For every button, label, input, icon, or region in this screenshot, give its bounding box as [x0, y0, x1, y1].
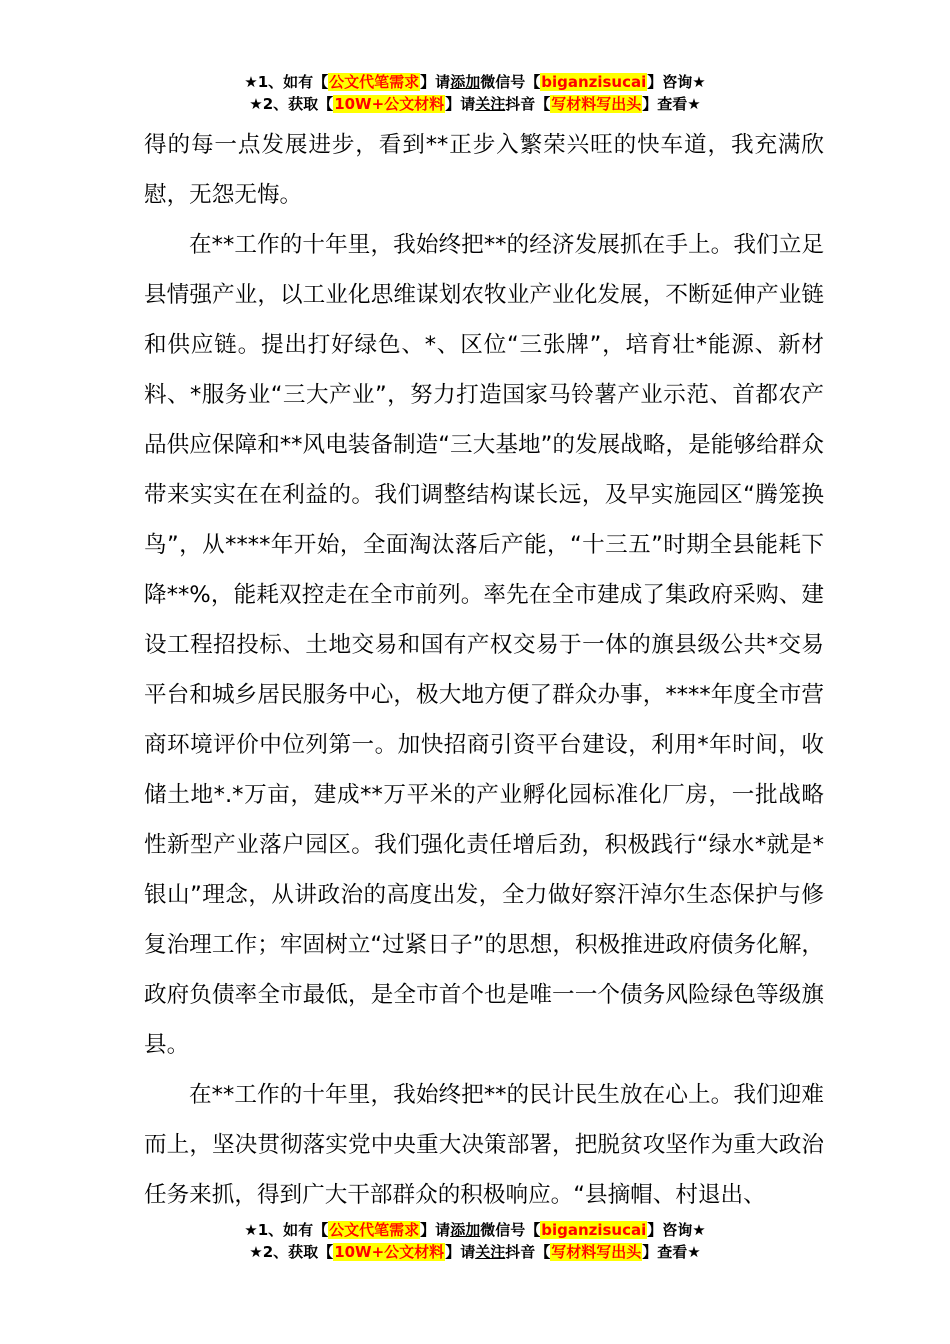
banner-highlight-wechat: biganzisucai [541, 73, 647, 91]
paragraph-livelihood: 在**工作的十年里，我始终把**的民计民生放在心上。我们迎难而上，坚决贯彻落实党中央重大决策部署，把脱贫攻坚作为重大政治任务来抓，得到广大干部群众的积极响应。“县摘帽、村退出、 [144, 1082, 824, 1208]
banner-line-1: ★1、如有【公文代笔需求】请添加微信号【biganzisucai】咨询★ [244, 73, 706, 91]
banner-highlight-materials: 10W+公文材料 [334, 1243, 445, 1261]
document-body [144, 120, 824, 1220]
footer-banner [0, 1219, 950, 1263]
banner-line-2: ★2、获取【10W+公文材料】请关注抖音【写材料写出头】查看★ [249, 95, 701, 113]
banner-highlight-service: 公文代笔需求 [329, 73, 420, 91]
banner-highlight-materials: 10W+公文材料 [334, 95, 445, 113]
banner-line-1: ★1、如有【公文代笔需求】请添加微信号【biganzisucai】咨询★ [244, 1221, 706, 1239]
header-banner [0, 71, 950, 115]
banner-highlight-douyin: 写材料写出头 [551, 1243, 642, 1261]
banner-highlight-douyin: 写材料写出头 [551, 95, 642, 113]
paragraph-continued: 得的每一点发展进步，看到**正步入繁荣兴旺的快车道，我充满欣慰，无怨无悔。 [144, 132, 824, 208]
paragraph-economy: 在**工作的十年里，我始终把**的经济发展抓在手上。我们立足县情强产业，以工业化思维谋划农牧业产业化发展，不断延伸产业链和供应链。提出打好绿色、*、区位“三张牌”，培育壮*能源、新材料、*服务业“三大产业”，努力打造国家马铃薯产业示范、首都农产品供应保障和**风电装备制造“三大基地”的发展战略，是能够给群众带来实实在在利益的。我们调整结构谋长远，及早实施园区“腾笼换鸟”，从****年开始，全面淘汰落后产能，“十三五”时期全县能耗下降**%，能耗双控走在全市前列。率先在全市建成了集政府采购、建设工程招投标、土地交易和国有产权交易于一体的旗县级公共*交易平台和城乡居民服务中心，极大地方便了群众办事，****年度全市营商环境评价中位列第一。加快招商引资平台建设，利用*年时间，收储土地*.*万亩，建成**万平米的产业孵化园标准化厂房，一批战略性新型产业落户园区。我们强化责任增后劲，积极践行“绿水*就是*银山”理念，从讲政治的高度出发，全力做好察汗淖尔生态保护与修复治理工作；牢固树立“过紧日子”的思想，积极推进政府债务化解，政府负债率全市最低，是全市首个也是唯一一个债务风险绿色等级旗县。 [144, 232, 824, 1058]
banner-highlight-service: 公文代笔需求 [329, 1221, 420, 1239]
banner-line-2: ★2、获取【10W+公文材料】请关注抖音【写材料写出头】查看★ [249, 1243, 701, 1261]
banner-highlight-wechat: biganzisucai [541, 1221, 647, 1239]
